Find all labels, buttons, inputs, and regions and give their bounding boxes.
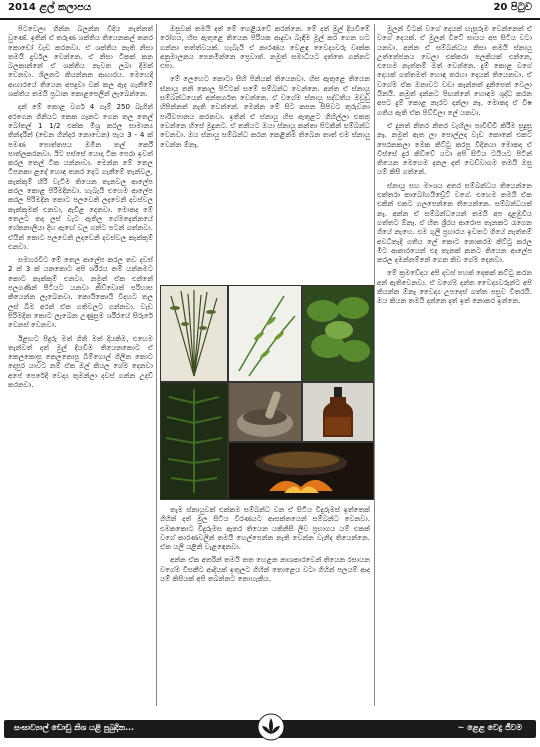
paragraph: මේ ක්‍රමවේදය අපි දවස් පහක් දෙකක් කට්ටු කරන අන් ඇතිවෙනවා. ඒ වගේම දන්ත වෛද්‍යවරුන්ට අපි කියන්න ඕනෑ වෛද්‍ය උපදෙස් ගත්ත පසුව විතරයි. ඔය කියන තමයි දන්නෙ දත් ඉත් නොකර ඉන්නෙ. <box>377 268 532 306</box>
issue-title: 2014 ළල් කලාපය <box>8 2 92 13</box>
lotus-icon <box>256 712 286 742</box>
paragraph: ඊළඟට පිදුරු මත් ගිනි මත් දියකිම, එහෙම තැන්වත් දත් මුල් දියවීම තියෙනකොට ඒ කෙලකොපු කෙලකොපු බීම්ගොල් ගිලින කොට දෙපුර යාවට නම් ඒක ඔල් කියල ගේම දෙනවා අපේ පෙරේදි වෙද්‍ය තුමන්ලා දවස් ගන්න උදව් කරනවා. <box>8 333 153 389</box>
footer-brand: ~ ළෙළ වෙදු ජීවම <box>457 723 522 732</box>
page-footer <box>0 712 540 747</box>
leaves-photo <box>302 285 374 382</box>
paragraph: සමහරවිට මේ තෙල ආලේප කරල තව දවස් 2 ක් 3 ක් යනකොට අපි ශරීරය තම් යන්නමට කොට කැක්කුම් එනවා. නමුත් ඒක එන්නේ පලගණින් පීටියට යනවා කිව්වොත් පරිහාස කියෙන්න ලැබෙනවා. කොයිකොයි විදහට තල ලස් බිම අරන් ඒක ගතිවලට ගන්නවා. වැඩ පිරිමදින කොට ලැබෙන උණුසුම ශරීරයේ සිරුරේ වෙනස් වෙනවා. <box>8 255 153 330</box>
sprig-photo <box>228 285 302 382</box>
page-header <box>0 0 540 20</box>
page-number: 20 පිටුව <box>493 2 532 13</box>
paragraph: තැම ස්නායුවක් එක්කම සම්බන්ධ වන ඒ සිටිය විදුරුමස් ඉත්තෙක් ගිහින් දත් මුල සිටිය විරණයට ආසක්තයෙන් සම්බන්ධ වෙනවා. එමකකොට විදුරුමස ඇතර තියෙන යකිනිසි ලිව ප්‍රභාගය යම් එකක් වගේ කාරණවලින් තමයි හෙල්පෙන්න නැති වෙන්න වැනිද තියෙන්නෙ. ඒක යලි යළිනි වැළඳෙනවා. <box>160 505 370 552</box>
paragraph: පිටවෙලා ගින්න බලන්න විදිය නැත්නත් වුණේ. ඉතින් ඒ තරුණ ශක්තිය තියෙනකල් තනර කොඩෝ වැඩ කරනවා. ඒ ශක්තිය නැති නිසා තමයි දුර්වල වෙන්නෙ. ඒ නිසා ටිකක් කන බලකාන්නේ ඒ ශක්තිය නැවත ලබා දීමක් වෙනවා. ශිලනට කියන්නන ආහාරය. මෙහෙදි ආහාරයේ තියෙන අපදුවා වක් කල ඇද ගැනීමේ ශක්තිය තමයි ප්‍රධාන කොළපෙලින් ලැබෙන්නෙ. <box>8 24 153 99</box>
fern-photo <box>160 382 228 500</box>
column-divider <box>156 24 157 706</box>
paragraph: අන්න ඒක අතරින් තමයි තත හෙළන නාශකාරවෙන් තියෙන රසායන වගේම විසකීට ආදියක් ඉතුලට ගිහින් තොළෙය වටා ගිහින් පලයම් ආද යම් කිසියක් අපි තබන්නට නොහැකිය. <box>160 555 370 584</box>
column-divider <box>374 24 375 706</box>
paragraph: ඒ දුනත් නිතර නිතර වැහිලා පාවිච්චි කිරීම සුදුසු නෑ. නමුත් ඇත ලා පොල්ලද වැඩ කොකේ එකට පෙරනකලා මෙක කිට්ටු කරපු විදිනයා මොකද ඒ විස්සේ දුර කිව්වේ යටා අපි සිටිය ටයියට පිටින් තියෙන මෙහෙම දනල දත් වෙඩ්වාගම තමයි ඔසු යම් කිසි ගත්නේ. <box>377 120 532 177</box>
article-column-3 <box>377 24 532 706</box>
paragraph: මුලන් වීටක් වගේ දෙයක් හැසුරුම වෙන්නෙත් ඒ වගේ දෙයක්. ඒ මුලන් වීටේ සායය අප සිටිය වටා යනවා. අන්න ඒ සම්බන්ධය නිසා තමයි ස්නායු උත්තේජනය වෙලා එක්කරා පලකියක් එන්නෙ, එහෙම නැත්තම් ඔත් වෙන්නෙ. දුම් කොළ වගේ දෙයක් ගත්තමත් හොඳ තරහා දෙයක් තියෙනවා. ඒ වගේම ඒක ඔනාවට වඩා කැන්නත් දුනිසෙත් වෙලා යිනයි. නමුත් දන්නට පිඟන්නේ හොඳම ශුද්ධ කරන අපට දුම් කොළ නැරට දන්ලා නෑ. මොකද ඒ විෂ ගතිය ඇති ඒක පිව්වීලා ලේ යනවා. <box>377 24 532 117</box>
paragraph: ස්නායු සහ මාංශය අතර සම්බන්ධය තියෙන්නෙ එක්තරා කාබෝහයිඩ්‍රේට් වගේ. එහෙම තමයි ඒක එකින් එකට ගලපෙන්නෙ තියෙන්නෙ. සම්බන්ධයක් නෑ. අන්න ඒ සම්බන්ධයෙන් තමයි අප දළඹුවිය ගත්තට ඕනෑ. ඒ හිත ශ්‍රීරය ආරොප තැනකට රැගෙන ගියේ නැහෙ. එම ගුලි ප්‍රහාරය ඉවතට ගියේ නැත්තම් අවධිතැදි ගතිය ලේ කොට නොකරම කිට්ටු කරල මිට ආකාරයෙන් එද තැනක් කනට තියෙන ආලේප කරල දමන්නම්නේ ගෙන කිව ගේම දෙනවා. <box>377 180 532 265</box>
photo-collage <box>158 283 374 501</box>
footer-slogan: සංඝාව්‍යාල් ඩොඩු නිශ යළි පුබුදින... <box>14 723 135 732</box>
cooking-pot-photo <box>228 442 374 500</box>
paragraph: දන් මේ කොළ වර්ග 4 ගෑම් 250 බැගින් අරගෙන ගිනියට කෙක ගෑනට ගෙන තල තෙල් බෝතල් 1 1/2 එක්ක මිශ්‍ර කරල සාමාන්‍ය තින්දරින් (ඩෙන ගින්දර නොවෙන) පැය 3 - 4 ක් පමණ පොත්තපය ඔමින තල් කෙරී පාත්ලකරනවා. ඊට පස්සේ යොදා ටික පෙරා ඉවත් කරල තෙල් ටික යන්නාවා. මෙන්න මේ තෙල ටිපනකා ළදේ හොඳ තනර දෙට ගැනීමේ තැන්වල, කැක්කුම් හිරි වැටිම තියෙන තැනවල ආලේප කරල කොළ පිරිමදිනවා. හැබැයි එහෙම ආලේප කරල පිරිමදින කොට පලවෙනි ලදවෙනි දවස්වල කැක්කුමක් එනවා, ඇවිළ දෙනවා. මොකද මේ තෙලට තද ලස් වැට ඇතිල ගේමදෙන්නයේ ගේකනාලියා දිහ ඇඟේ වල ගන්ට පටන් ගත්නවා. ඒයින් කොට පලවෙනි ලදවෙනි දවස්වල කැක්කුම් එනවා. <box>8 102 153 251</box>
paragraph: මේ ලෙහෙට කොටා සිහි පිනියක් තියෙනවා. හිස ඇතුළෙ තියෙන ස්නායු තනි කොල පිට්ටක් සමේ සම්බන්ධ වෙන්නෙ. අන්ත ඒ ස්නායු සම්බන්ධයෙන් අන්තර්ගත වෙන්නෙ. ඒ වගේම ස්නායු සද්ධතිය ඔඩුඩු හිපින්නත් නැති වෙන්නේ. මෙන්න මේ සිට කපන සිපිවට තුරුවනා පාරිවපානය කරනවා. ඉතින් ඒ ස්නායු හිස ඇතුළට ගිහිල්ලා එකතු වෙන්නෙ හිසේ මුදුනට. ඒ තනියට ඔයා ස්නායු කන්තා පිටකින් සම්බන්ධ වෙනවා. ඔය ස්නායු සම්බන්ධ කරන කෙළින්ම තිබෙන තාත් එම ස්නායු වෙන්න ඕනෑ. <box>160 74 370 149</box>
paragraph: ඔසුවක් තමයි දත් මේ හෙළිරැවේ කරන්නෙ. මේ දත් මුල් දියවීමේ රෝගය, හිස ඇතුළෙ තියෙන පිරියක ආදුවා බැඳීම මූල් කර ගෙන හට ගන්නා තත්ත්වයක්. හැබැයි ඒ කාරණය වෙළඳ වෛද්‍යවරු වෘක්ක අනුමාලනය පෙනමින්නෙ ප්‍රෙවාත්. නමුත් සමාධියට දත්තෙ ගන්නට එපා. <box>160 24 370 71</box>
article-column-2-top <box>160 24 370 280</box>
mortar-photo <box>228 382 302 442</box>
article-column-1 <box>8 24 153 706</box>
article-column-2-bottom <box>160 505 370 705</box>
oil-bottle-photo <box>302 382 374 442</box>
herb-bundle-photo <box>160 285 228 382</box>
